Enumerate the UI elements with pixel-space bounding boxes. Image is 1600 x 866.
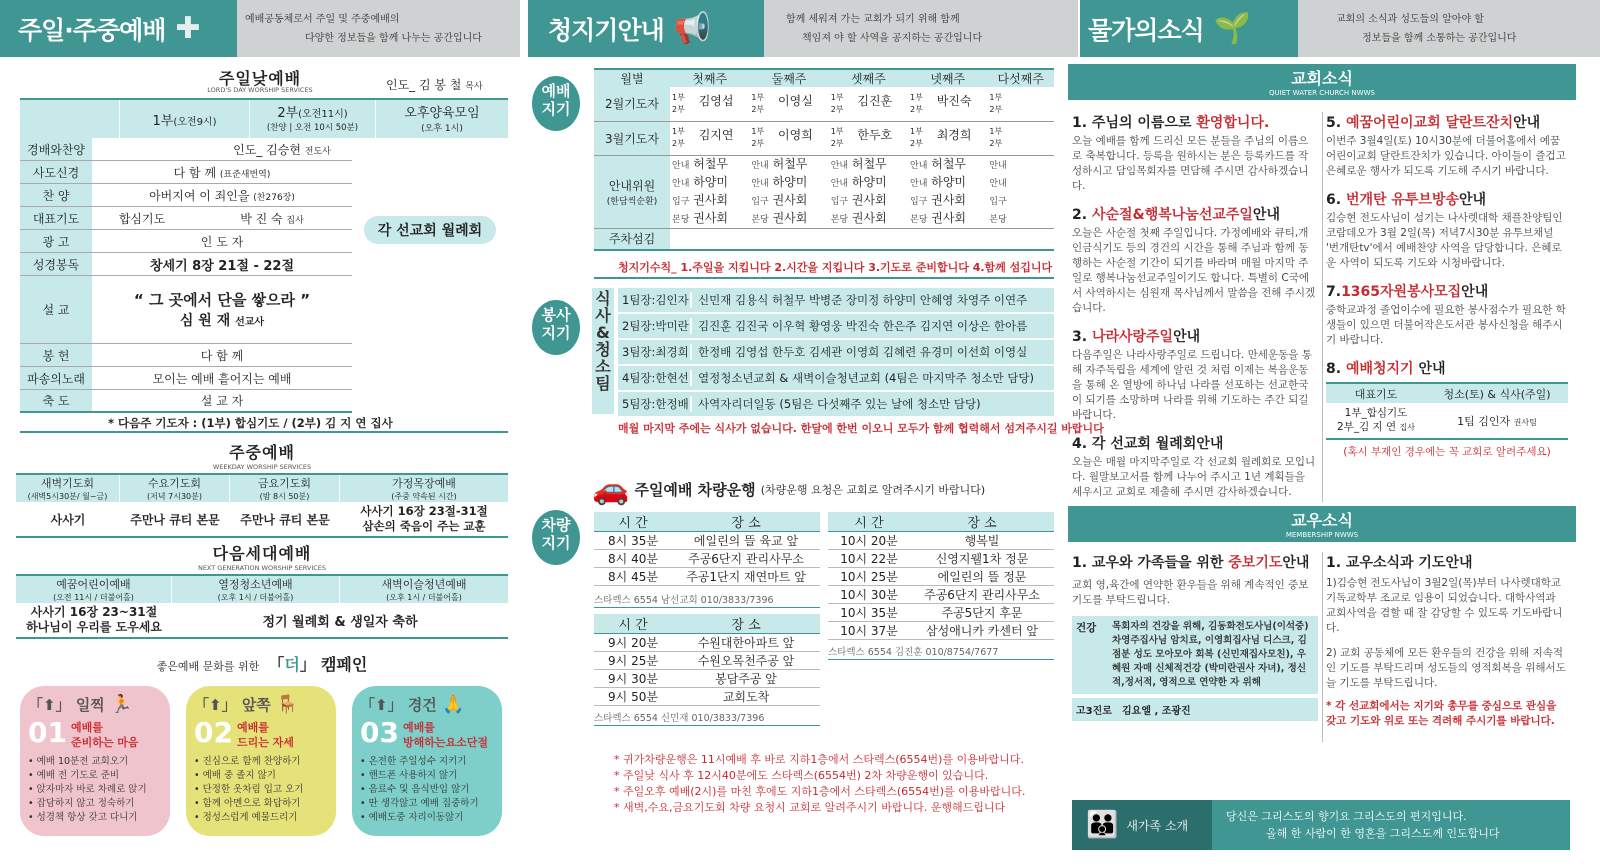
campaign-badge: 「더」 — [268, 655, 316, 674]
news-divider — [1322, 112, 1323, 502]
usher-row: 안내위원 (한담씩순환) 안내 허철무 안내 하양미 입구 권사회 본당 권사회 안내 허철무 안내 하양미 입구 권사회 본당 권사회 안내 허철무 안내 하양미 입구 권사회 본당 권사회 안내 허철무 안내 하양미 입구 권사회 본당 권사회 안내 안내 입구 본당 — [594, 155, 1054, 228]
car-stop-row: 10시 35분 주공5단지 후문 — [828, 604, 1054, 622]
car-route-2: 시 간 장 소 10시 20분 행복빌 10시 22분 신영지웰1차 정문 10시 25분 에일린의 뜰 정문 10시 30분 주공6단지 관리사무소 10시 35분 주공5단지 후문 10시 37분 삼성애니카 카센터 앞 스타렉스 6554 김진훈 010/8754/7677 — [828, 512, 1054, 660]
church-news-title: 교회소식 — [1291, 69, 1353, 88]
steward-rules: 청지기수칙_ 1.주일을 지킵니다 2.시간을 지킵니다 3.기도로 준비합니다 4.함께 섬깁니다 — [594, 251, 1054, 279]
afternoon-time: (오후 1시) — [421, 124, 463, 134]
service-2-time: (오전11시) — [298, 109, 348, 120]
service-1-label: 1부 — [152, 114, 174, 129]
worship-header-desc2: 다양한 정보들을 함께 나누는 공간입니다 — [305, 33, 482, 44]
car-stop-row: 8시 35분 에일린의 뜰 육교 앞 — [594, 532, 820, 550]
sunday-table-header — [20, 98, 508, 138]
car-steward-label: 차량 지기 — [532, 510, 580, 565]
news-item: 6. 번개탄 유투브방송안내 김승현 전도사님이 섬기는 나사렛대학 채플찬양팀인 코람데오가 3월 2일(목) 저녁7시30분 유투브채널 '번개탄tv'에서 예배찬양 사역을 담당합니다. 은혜로운 사역이 되도록 기도와 시청바랍니다. — [1326, 192, 1563, 269]
door-icon: 「⬆」 — [28, 696, 71, 714]
news-item: 3. 나라사랑주일안내 다음주일은 나라사랑주일로 드립니다. 만세운동을 통해 자주독립을 세계에 알린 것 처럼 이제는 복음운동을 통해 온 열방에 하나님 나라를 선포하는 선교한국이 되기를 소망하며 나라를 위해 기도하는 주간 되길 바랍니다. — [1072, 329, 1312, 421]
car-stop-row: 10시 37분 삼성애니카 카센터 앞 — [828, 622, 1054, 640]
car-stop-row: 9시 30분 봉담주공 앞 — [594, 670, 820, 688]
worship-steward-label: 예배 지기 — [532, 76, 580, 131]
order-row: 경배와찬양 인도_ 김승현 전도사 — [20, 138, 352, 161]
news-header — [1080, 0, 1600, 57]
mar-prayer-row: 3월기도자 1부 2부 김지연 1부 2부 이영희 1부 2부 한두호 1부 2부 최경희 1부 2부 — [594, 121, 1054, 155]
praying-icon: 🙏 — [442, 694, 465, 715]
campaign-list: • 진심으로 함께 찬양하기 • 예배 중 졸지 않기 • 단정한 옷차림 입고 오기 • 함께 아멘으로 화답하기 • 정성스럽게 예물드리기 — [194, 756, 304, 823]
member-news-banner — [1068, 506, 1576, 542]
worship-header-desc1: 예배공동체로서 주일 및 주중예배의 — [245, 14, 400, 25]
member-divider — [1322, 552, 1323, 742]
door-icon: 「⬆」 — [360, 696, 403, 714]
church-news-banner — [1068, 64, 1576, 100]
afternoon-label: 오후양육모임 — [404, 106, 480, 121]
new-family-line1: 당신은 그리스도의 향기요 그리스도의 편지입니다. — [1226, 810, 1467, 823]
car-notes: * 귀가차량운행은 11시예배 후 바로 지하1층에서 스타렉스(6554번)를 이용바랍니다. * 주일낮 식사 후 12시40분에도 스타렉스(6554번) 2차 차량운행이 있습니다. * 주일오후 예배(2시)를 마친 후에도 지하1층에서 스타렉스(6554번)를 이용바랍니다. * 새벽,수요,금요기도회 차량 요청시 교회로 알려주시기 바랍니다. 운행해드립니다 — [614, 753, 1026, 814]
car-stop-row: 8시 45분 주공1단지 재연마트 앞 — [594, 568, 820, 586]
new-family-line2: 올해 한 사람이 한 영혼을 그리스도께 인도합니다 — [1266, 827, 1500, 840]
team-row: 5팀장:한정배 사역자리더일동 (5팀은 다섯째주 있는 날에 청소만 담당) — [618, 392, 1054, 416]
weekday-title: 주중예배 — [229, 443, 295, 462]
nextgen-section: 다음세대예배 NEXT GENERATION WORSHIP SERVICES 예꿈어린이예배 (오전 11시 / 더불어홀) 열정청소년예배 (오후 1시 / 더불어홀) 새벽이슬청년예배 (오후 1시 / 더불어홀) 사사기 16장 23~31절 하나님이 우리를 도우세요 정기 월례회 & 생일자 축하 — [16, 541, 508, 639]
car-route-3: 시 간 장 소 9시 20분 수원대한아파트 앞 9시 25분 수원오목천주공 앞 9시 30분 봉담주공 앞 9시 50분 교회도착 스타렉스 6554 신민재 010/3833/7396 — [594, 614, 820, 726]
sunday-leader-role: 목사 — [465, 82, 483, 92]
afternoon-event: 각 선교회 월례회 — [364, 216, 496, 244]
order-row: 찬 양 아버지여 이 죄인을 (찬276장) — [20, 184, 352, 207]
parking-row: 주차섬김 — [594, 228, 1054, 250]
order-row: 설 교 “ 그 곳에서 단을 쌓으라 ” 심 원 재 선교사 — [20, 276, 352, 344]
news-item: 1. 주님의 이름으로 환영합니다. 오늘 예배를 함께 드리신 모든 분들을 주님의 이름으로 축복합니다. 등록을 원하시는 분은 등록카드를 작성하시고 담임목회자를 면담해 주시면 감사하겠습니다. — [1072, 115, 1309, 192]
car-stop-row: 9시 20분 수원대한아파트 앞 — [594, 634, 820, 652]
news-item: 7.1365자원봉사모집안내 중학교과정 졸업이수에 필요한 봉사점수가 필요한 학생들이 있으면 더불어작은도서관 봉사신청을 해주시기 바랍니다. — [1326, 284, 1566, 346]
order-row: 축 도 설 교 자 — [20, 390, 352, 413]
campaign-list: • 예배 10분전 교회오기 • 예배 전 기도로 준비 • 앉자마자 바로 차례로 앉기 • 잡담하지 않고 정숙하기 • 성경책 항상 갖고 다니기 — [28, 756, 147, 823]
sermon-title: “ 그 곳에서 단을 쌓으라 ” — [133, 291, 311, 309]
car-stop-row: 9시 50분 교회도착 — [594, 688, 820, 706]
meal-cleanup-section — [592, 288, 1104, 448]
news-header-desc1: 교회의 소식과 성도들의 알아야 할 — [1336, 14, 1484, 25]
car-title: 주일예배 차량운행 — [634, 481, 756, 499]
campaign-card-early: 「⬆」 일찍 🏃 01 예배를 준비하는 마음 • 예배 10분전 교회오기 • 예배 전 기도로 준비 • 앉자마자 바로 차례로 앉기 • 잡담하지 않고 정숙하기 • 성경책 항상 갖고 다니기 — [20, 686, 170, 836]
duty-table: 월별 첫째주 둘째주 셋째주 넷째주 다섯째주 2월기도자 1부 2부 김영섭 1부 2부 이영실 1부 2부 김진훈 1부 2부 박진숙 1부 2부 3월기도자 1부 2부 김지연 1부 2부 이영희 1부 2부 한두호 1부 2부 최경희 1부 2부 안내위원 (한담씩순환) 안내 허철무 안내 하양미 입구 권사회 본당 권사회 안내 허철무 안내 하양미 입구 권사회 본당 권사회 안내 허철무 안내 하양미 입구 권사회 본당 권사회 안내 허철무 안내 하양미 입구 권사회 본당 권사회 안내 안내 입구 본당 주차섬김 — [594, 68, 1054, 251]
cleanup-steward: 8. 예배청지기 안내 대표기도 청소(토) & 식사(주일) 1부_합심기도 2부_김 지 연 집사 1팀 김인자 권사팀 (혹시 부재인 경우에는 꼭 교회로 알려주세요) — [1326, 358, 1568, 459]
bible-icon: ✚ — [175, 11, 200, 46]
news-header-title: 물가의소식 — [1088, 15, 1204, 45]
church-news-subtitle: QUIET WATER CHURCH NWWS — [1269, 89, 1375, 97]
news-item: 5. 예꿈어린이교회 달란트잔치안내 이번주 3월4일(토) 10시30분에 더불어홀에서 예꿈어린이교회 달란트잔치가 있습니다. 아이들이 즐겁고 은혜로운 행사가 되도록 기도해 주시기 바랍니다. — [1326, 115, 1566, 177]
sunday-order-list — [20, 138, 352, 413]
order-row: 대표기도 합심기도 박 진 숙 집사 — [20, 207, 352, 230]
seat-icon: 🪑 — [276, 694, 299, 715]
member-news: 1. 교우소식과 기도안내 1)김승현 전도사님이 3월2일(목)부터 나사렛대학교 기독교학부 조교로 임용이 되었습니다. 대학사역과 교회사역을 겸할 때 잘 감당할 수 있도록 기도바랍니다. 2) 교회 공동체에 모든 환우들의 건강을 위해 지속적인 기도를 부탁드리며 성도들의 영적회복을 위해서도 늘 기도를 부탁드립니다. * 각 선교회에서는 지기와 총무를 중심으로 관심을 갖고 기도와 위로 또는 격려해 주시기를 바랍니다. — [1326, 555, 1566, 727]
car-title-row — [592, 472, 1054, 508]
news-item: 2. 사순절&행복나눔선교주일안내 오늘은 사순절 첫째 주일입니다. 가정예배와 큐티,개인금식기도 등의 경건의 시간을 통해 주님과 함께 동행하는 사순절 기간이 되기를 바라며 매월 마지막 주일로 행복나눔선교주일이기도 합니다. 특별히 C국에서 사역하시는 심원재 목사님께서 말씀을 전해 주시겠습니다. — [1072, 207, 1316, 314]
weekday-subtitle: WEEKDAY WORSHIP SERVICES — [212, 463, 312, 471]
worship-column — [0, 0, 520, 866]
service-steward-label: 봉사 지기 — [532, 300, 580, 355]
car-stop-row: 10시 25분 에일린의 뜰 정문 — [828, 568, 1054, 586]
worship-header — [0, 0, 520, 57]
order-row: 성경봉독 창세기 8장 21절 - 22절 — [20, 253, 352, 276]
order-row: 광 고 인 도 자 — [20, 230, 352, 253]
steward-header-title: 청지기안내 — [548, 15, 664, 45]
car-stop-row: 10시 22분 신영지웰1차 정문 — [828, 550, 1054, 568]
plant-hand-icon: 🌱 — [1213, 11, 1251, 46]
news-item: 4. 각 선교회 월례회안내 오늘은 매월 마지막주일로 각 선교회 월례회로 모입니다. 월말보고서를 함께 나누어 주시고 1년 계획들을 세우시고 교회로 제출해 주시면 감사하겠습니다. — [1072, 436, 1316, 498]
sunday-subtitle: LORD'S DAY WORSHIP SERVICES — [207, 86, 313, 94]
order-row: 봉 헌 다 함 께 — [20, 344, 352, 367]
campaign-list: • 온전한 주일성수 지키기 • 핸드폰 사용하지 않기 • 음료수 및 음식반입 않기 • 딴 생각않고 예배 집중하기 • 예배도중 자리이동않기 — [360, 756, 479, 823]
member-prayer: 1. 교우와 가족들을 위한 중보기도안내 교회 영,육간에 연약한 환우들을 위해 계속적인 중보 기도를 부탁드립니다. 건강 목회자의 건강을 위해, 김동화전도사님(이석중) 차영주집사님 암치료, 이영희집사님 디스크, 김점분 성도 모아모아 회복 (신민재집사모친), 우혜원 자매 신체적건강 (박미란권사 자녀), 정신적,정서적, 영적으로 연약한 자 위해 고3진로 김요엘 , 조광진 — [1072, 552, 1318, 742]
order-row: 사도신경 다 함 께 (표준새번역) — [20, 161, 352, 184]
megaphone-icon: 📢 — [673, 11, 711, 46]
car-route-1: 시 간 장 소 8시 35분 에일린의 뜰 육교 앞 8시 40분 주공6단지 관리사무소 8시 45분 주공1단지 재연마트 앞 스타렉스 6554 남선교회 010/3833/7396 — [594, 512, 820, 608]
car-route-3-driver: 스타렉스 6554 신민재 010/3833/7396 — [594, 706, 820, 726]
meal-note: 매월 마지막 주에는 식사가 없습니다. 한달에 한번 이오니 모두가 함께 협력해서 섬겨주시길 바랍니다 — [618, 422, 1104, 435]
campaign-card-reverent: 「⬆」 경건 🙏 03 예배를 방해하는요소단절 • 온전한 주일성수 지키기 • 핸드폰 사용하지 않기 • 음료수 및 음식반입 않기 • 딴 생각않고 예배 집중하기 • 예배도중 자리이동않기 — [352, 686, 502, 836]
running-icon: 🏃 — [110, 694, 133, 715]
car-stop-row: 10시 20분 행복빌 — [828, 532, 1054, 550]
steward-column — [528, 0, 1104, 866]
news-column — [1072, 0, 1600, 866]
car-stop-row: 8시 40분 주공6단지 관리사무소 — [594, 550, 820, 568]
prayer-career: 고3진로 김요엘 , 조광진 — [1072, 698, 1318, 721]
team-row: 4팀장:한현선 열정청소년교회 & 새벽이슬청년교회 (4팀은 마지막주 청소만 담당) — [618, 366, 1054, 390]
car-route-2-driver: 스타렉스 6554 김진훈 010/8754/7677 — [828, 640, 1054, 660]
team-row: 2팀장:박미란 김진훈 김진국 이우혁 황영웅 박진숙 한은주 김지연 이상은 한아름 — [618, 314, 1054, 338]
campaign-title: 캠페인 — [320, 655, 368, 674]
next-week-prayer: * 다음주 기도자 : (1부) 합심기도 / (2부) 김 지 연 집사 — [20, 413, 508, 433]
meal-cleanup-side-label: 식 사 & 청 소 팀 — [592, 288, 614, 414]
family-icon: 👪 — [1086, 810, 1119, 840]
campaign-section — [16, 652, 508, 866]
car-icon: 🚗 — [592, 472, 630, 507]
sunday-service-section — [20, 64, 508, 433]
campaign-pretitle: 좋은예배 문화를 위한 — [156, 660, 260, 673]
team-row: 1팀장:김인자 신민재 김용식 허철무 박병준 장미정 하양미 안혜영 차영주 이연주 — [618, 288, 1054, 312]
cleanup-table: 대표기도 청소(토) & 식사(주일) 1부_합심기도 2부_김 지 연 집사 1팀 김인자 권사팀 — [1326, 382, 1568, 440]
feb-prayer-row: 2월기도자 1부 2부 김영섭 1부 2부 이영실 1부 2부 김진훈 1부 2부 박진숙 1부 2부 — [594, 87, 1054, 121]
campaign-card-front: 「⬆」 앞쪽 🪑 02 예배를 드리는 자세 • 진심으로 함께 찬양하기 • 예배 중 졸지 않기 • 단정한 옷차림 입고 오기 • 함께 아멘으로 화답하기 • 정성스럽게 예물드리기 — [186, 686, 336, 836]
news-right — [1326, 112, 1568, 512]
steward-header — [528, 0, 1078, 57]
worship-header-title: 주일·주중예배 — [18, 15, 166, 45]
weekday-service-section: 주중예배 WEEKDAY WORSHIP SERVICES 새벽기도회 (새벽5시30분/ 월~금) 수요기도회 (저녁 7시30분) 금요기도회 (밤 8시 50분) 가정목장예배 (주중 약속된 시간) 사사기 주만나 큐티 본문 주만나 큐티 본문 사사기 16장 23절-31절 삼손의 죽음이 주는 교훈 — [16, 440, 508, 538]
member-news-subtitle: MEMBERSHIP NWWS — [1285, 531, 1359, 539]
cleanup-note: (혹시 부재인 경우에는 꼭 교회로 알려주세요) — [1343, 446, 1551, 458]
new-family-banner — [1072, 800, 1570, 850]
service-1-time: (오전9시) — [173, 117, 217, 128]
duty-roster — [594, 68, 1054, 279]
door-icon: 「⬆」 — [194, 696, 237, 714]
order-row: 파송의노래 모이는 예배 흩어지는 예배 — [20, 367, 352, 390]
preacher-name: 심 원 재 — [179, 313, 231, 329]
sunday-leader: 인도_ 김 봉 철 — [386, 78, 462, 92]
car-stop-row: 10시 30분 주공6단지 관리사무소 — [828, 586, 1054, 604]
prayer-health: 건강 목회자의 건강을 위해, 김동화전도사님(이석중) 차영주집사님 암치료, 이영희집사님 디스크, 김점분 성도 모아모아 회복 (신민재집사모친), 우혜원 자매 신체적건강 (박미란권사 자녀), 정신적,정서적, 영적으로 연약한 자 위해 — [1072, 616, 1318, 694]
car-subtitle: (차량운행 요청은 교회로 알려주시기 바랍니다) — [760, 483, 986, 497]
service-2-sub: (찬양 | 오전 10시 50분) — [266, 123, 359, 133]
news-left — [1072, 112, 1318, 512]
new-family-title: 새가족 소개 — [1126, 818, 1189, 833]
nextgen-title: 다음세대예배 — [212, 544, 312, 563]
team-row: 3팀장:최경희 한정배 김영섭 한두호 김세관 이영희 김혜련 유경미 이선희 이영실 — [618, 340, 1054, 364]
nextgen-subtitle: NEXT GENERATION WORSHIP SERVICES — [197, 564, 327, 572]
news-header-desc2: 정보들을 함께 소통하는 공간입니다 — [1362, 33, 1517, 44]
member-news-title: 교우소식 — [1291, 511, 1353, 530]
steward-header-desc1: 함께 세워져 가는 교회가 되기 위해 함께 — [786, 14, 960, 25]
sunday-title: 주일낮예배 — [218, 69, 302, 88]
service-2-label: 2부 — [277, 106, 299, 121]
car-stop-row: 9시 25분 수원오목천주공 앞 — [594, 652, 820, 670]
steward-header-desc2: 책임져 야 할 사역을 공지하는 공간입니다 — [802, 33, 983, 44]
car-route-1-driver: 스타렉스 6554 남선교회 010/3833/7396 — [594, 586, 820, 608]
